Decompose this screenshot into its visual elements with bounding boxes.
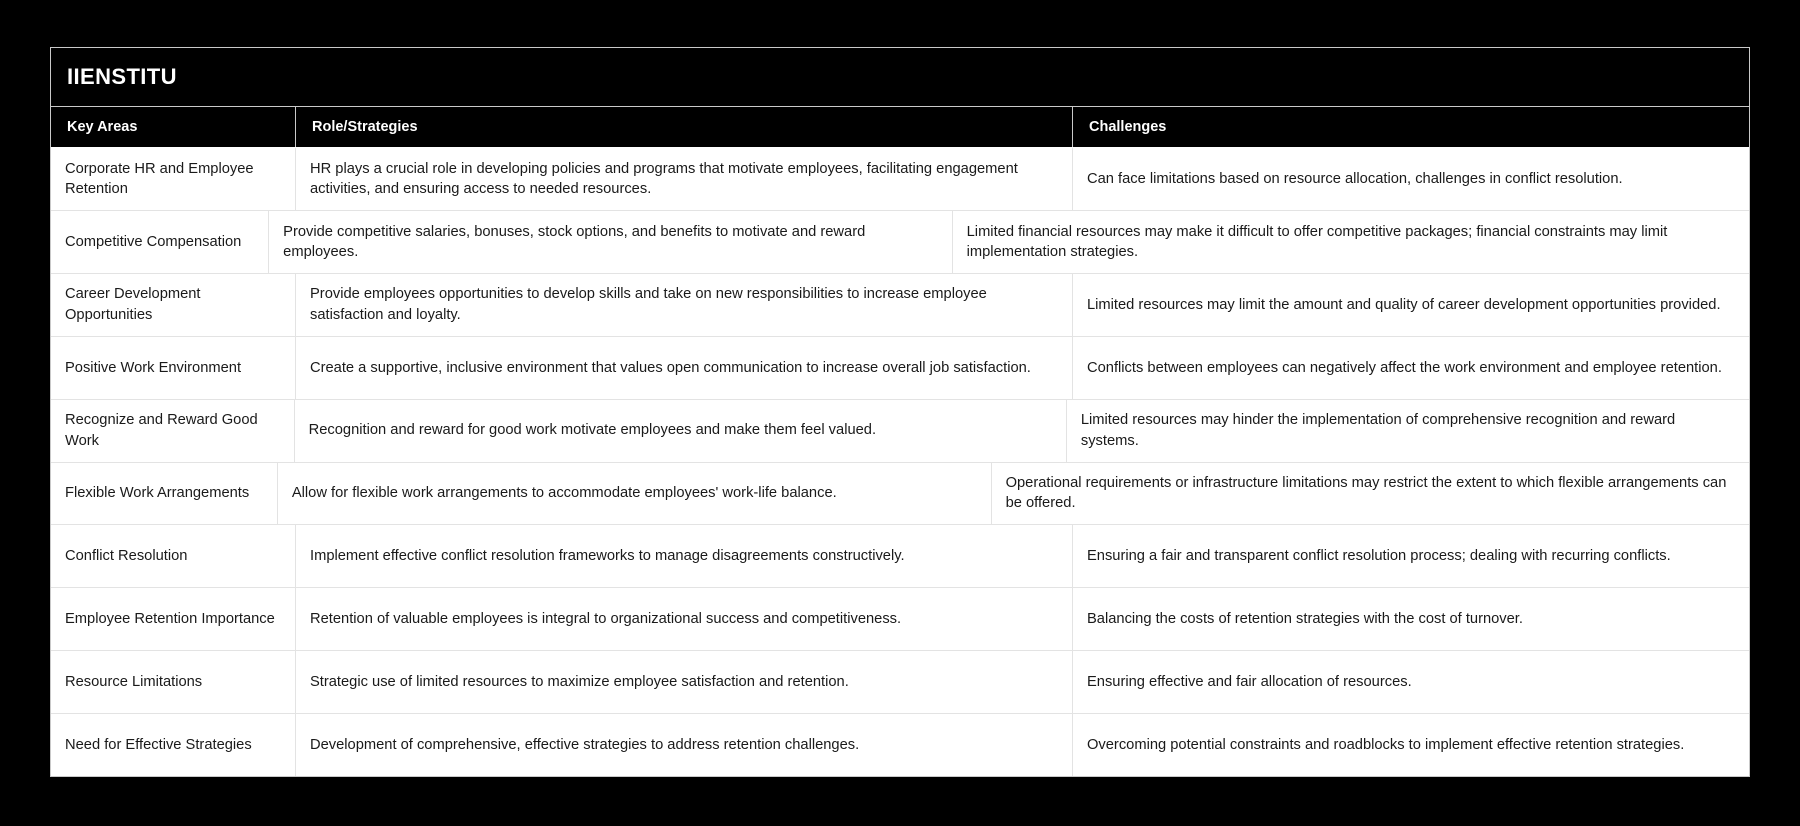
- cell-key-area: Resource Limitations: [51, 651, 296, 713]
- column-header-role-strategies[interactable]: Role/Strategies: [296, 107, 1073, 147]
- column-header-key-areas[interactable]: Key Areas: [51, 107, 296, 147]
- cell-role-strategy: Implement effective conflict resolution frameworks to manage disagreements constructively.: [296, 525, 1073, 587]
- table-row: [51, 337, 1749, 400]
- cell-role-strategy: Development of comprehensive, effective strategies to address retention challenges.: [296, 714, 1073, 776]
- cell-challenge: Conflicts between employees can negatively affect the work environment and employee retention.: [1087, 359, 1722, 376]
- cell-key-area: Need for Effective Strategies: [51, 714, 296, 776]
- table-row: [51, 525, 1749, 588]
- table-title-bar: [51, 48, 1749, 107]
- cell-role-strategy: HR plays a crucial role in developing policies and programs that motivate employees, facilitating engagement activities, and ensuring access to needed resources.: [296, 148, 1073, 210]
- cell-role-strategy: Strategic use of limited resources to maximize employee satisfaction and retention.: [296, 651, 1073, 713]
- cell-key-area: Employee Retention Importance: [51, 588, 296, 650]
- cell-role-strategy: Create a supportive, inclusive environment that values open communication to increase overall job satisfaction.: [296, 337, 1073, 399]
- cell-role-strategy: Recognition and reward for good work motivate employees and make them feel valued.: [295, 400, 1067, 462]
- cell-key-area: Corporate HR and Employee Retention: [51, 148, 296, 210]
- cell-challenge: Limited resources may hinder the implementation of comprehensive recognition and reward systems.: [1080, 412, 1676, 449]
- cell-challenge: Can face limitations based on resource allocation, challenges in conflict resolution.: [1087, 170, 1623, 187]
- cell-key-area: Conflict Resolution: [51, 525, 296, 587]
- cell-challenge: Operational requirements or infrastructure limitations may restrict the extent to which flexible arrangements can be offered.: [1005, 475, 1727, 512]
- table-row: [51, 148, 1749, 211]
- table-row: [51, 400, 1749, 463]
- table-header-row: [51, 107, 1749, 148]
- cell-role-strategy: Allow for flexible work arrangements to accommodate employees' work-life balance.: [278, 463, 992, 525]
- table-row: [51, 651, 1749, 714]
- cell-challenge: Ensuring a fair and transparent conflict resolution process; dealing with recurring conflicts.: [1087, 548, 1671, 565]
- table-row: [51, 714, 1749, 776]
- cell-challenge: Limited resources may limit the amount and quality of career development opportunities provided.: [1087, 296, 1721, 313]
- cell-role-strategy: Provide employees opportunities to develop skills and take on new responsibilities to increase employee satisfaction and loyalty.: [296, 274, 1073, 336]
- cell-key-area: Competitive Compensation: [51, 211, 269, 273]
- cell-role-strategy: Retention of valuable employees is integral to organizational success and competitiveness.: [296, 588, 1073, 650]
- cell-challenge: Limited financial resources may make it difficult to offer competitive packages; financial constraints may limit implementation strategies.: [966, 223, 1668, 260]
- table-row: [51, 588, 1749, 651]
- cell-challenge: Ensuring effective and fair allocation of resources.: [1087, 674, 1412, 691]
- table-row: [51, 211, 1749, 274]
- cell-role-strategy: Provide competitive salaries, bonuses, stock options, and benefits to motivate and reward employees.: [269, 211, 952, 273]
- table-row: [51, 274, 1749, 337]
- cell-key-area: Career Development Opportunities: [51, 274, 296, 336]
- cell-key-area: Recognize and Reward Good Work: [51, 400, 295, 462]
- cell-challenge: Overcoming potential constraints and roadblocks to implement effective retention strategies.: [1087, 736, 1685, 753]
- table-row: [51, 463, 1749, 526]
- data-table-card: [50, 47, 1750, 777]
- table-body: [51, 148, 1749, 776]
- cell-challenge: Balancing the costs of retention strategies with the cost of turnover.: [1087, 611, 1523, 628]
- brand-title: IIENSTITU: [67, 64, 177, 89]
- cell-key-area: Flexible Work Arrangements: [51, 463, 278, 525]
- column-header-challenges[interactable]: Challenges: [1089, 119, 1167, 135]
- cell-key-area: Positive Work Environment: [51, 337, 296, 399]
